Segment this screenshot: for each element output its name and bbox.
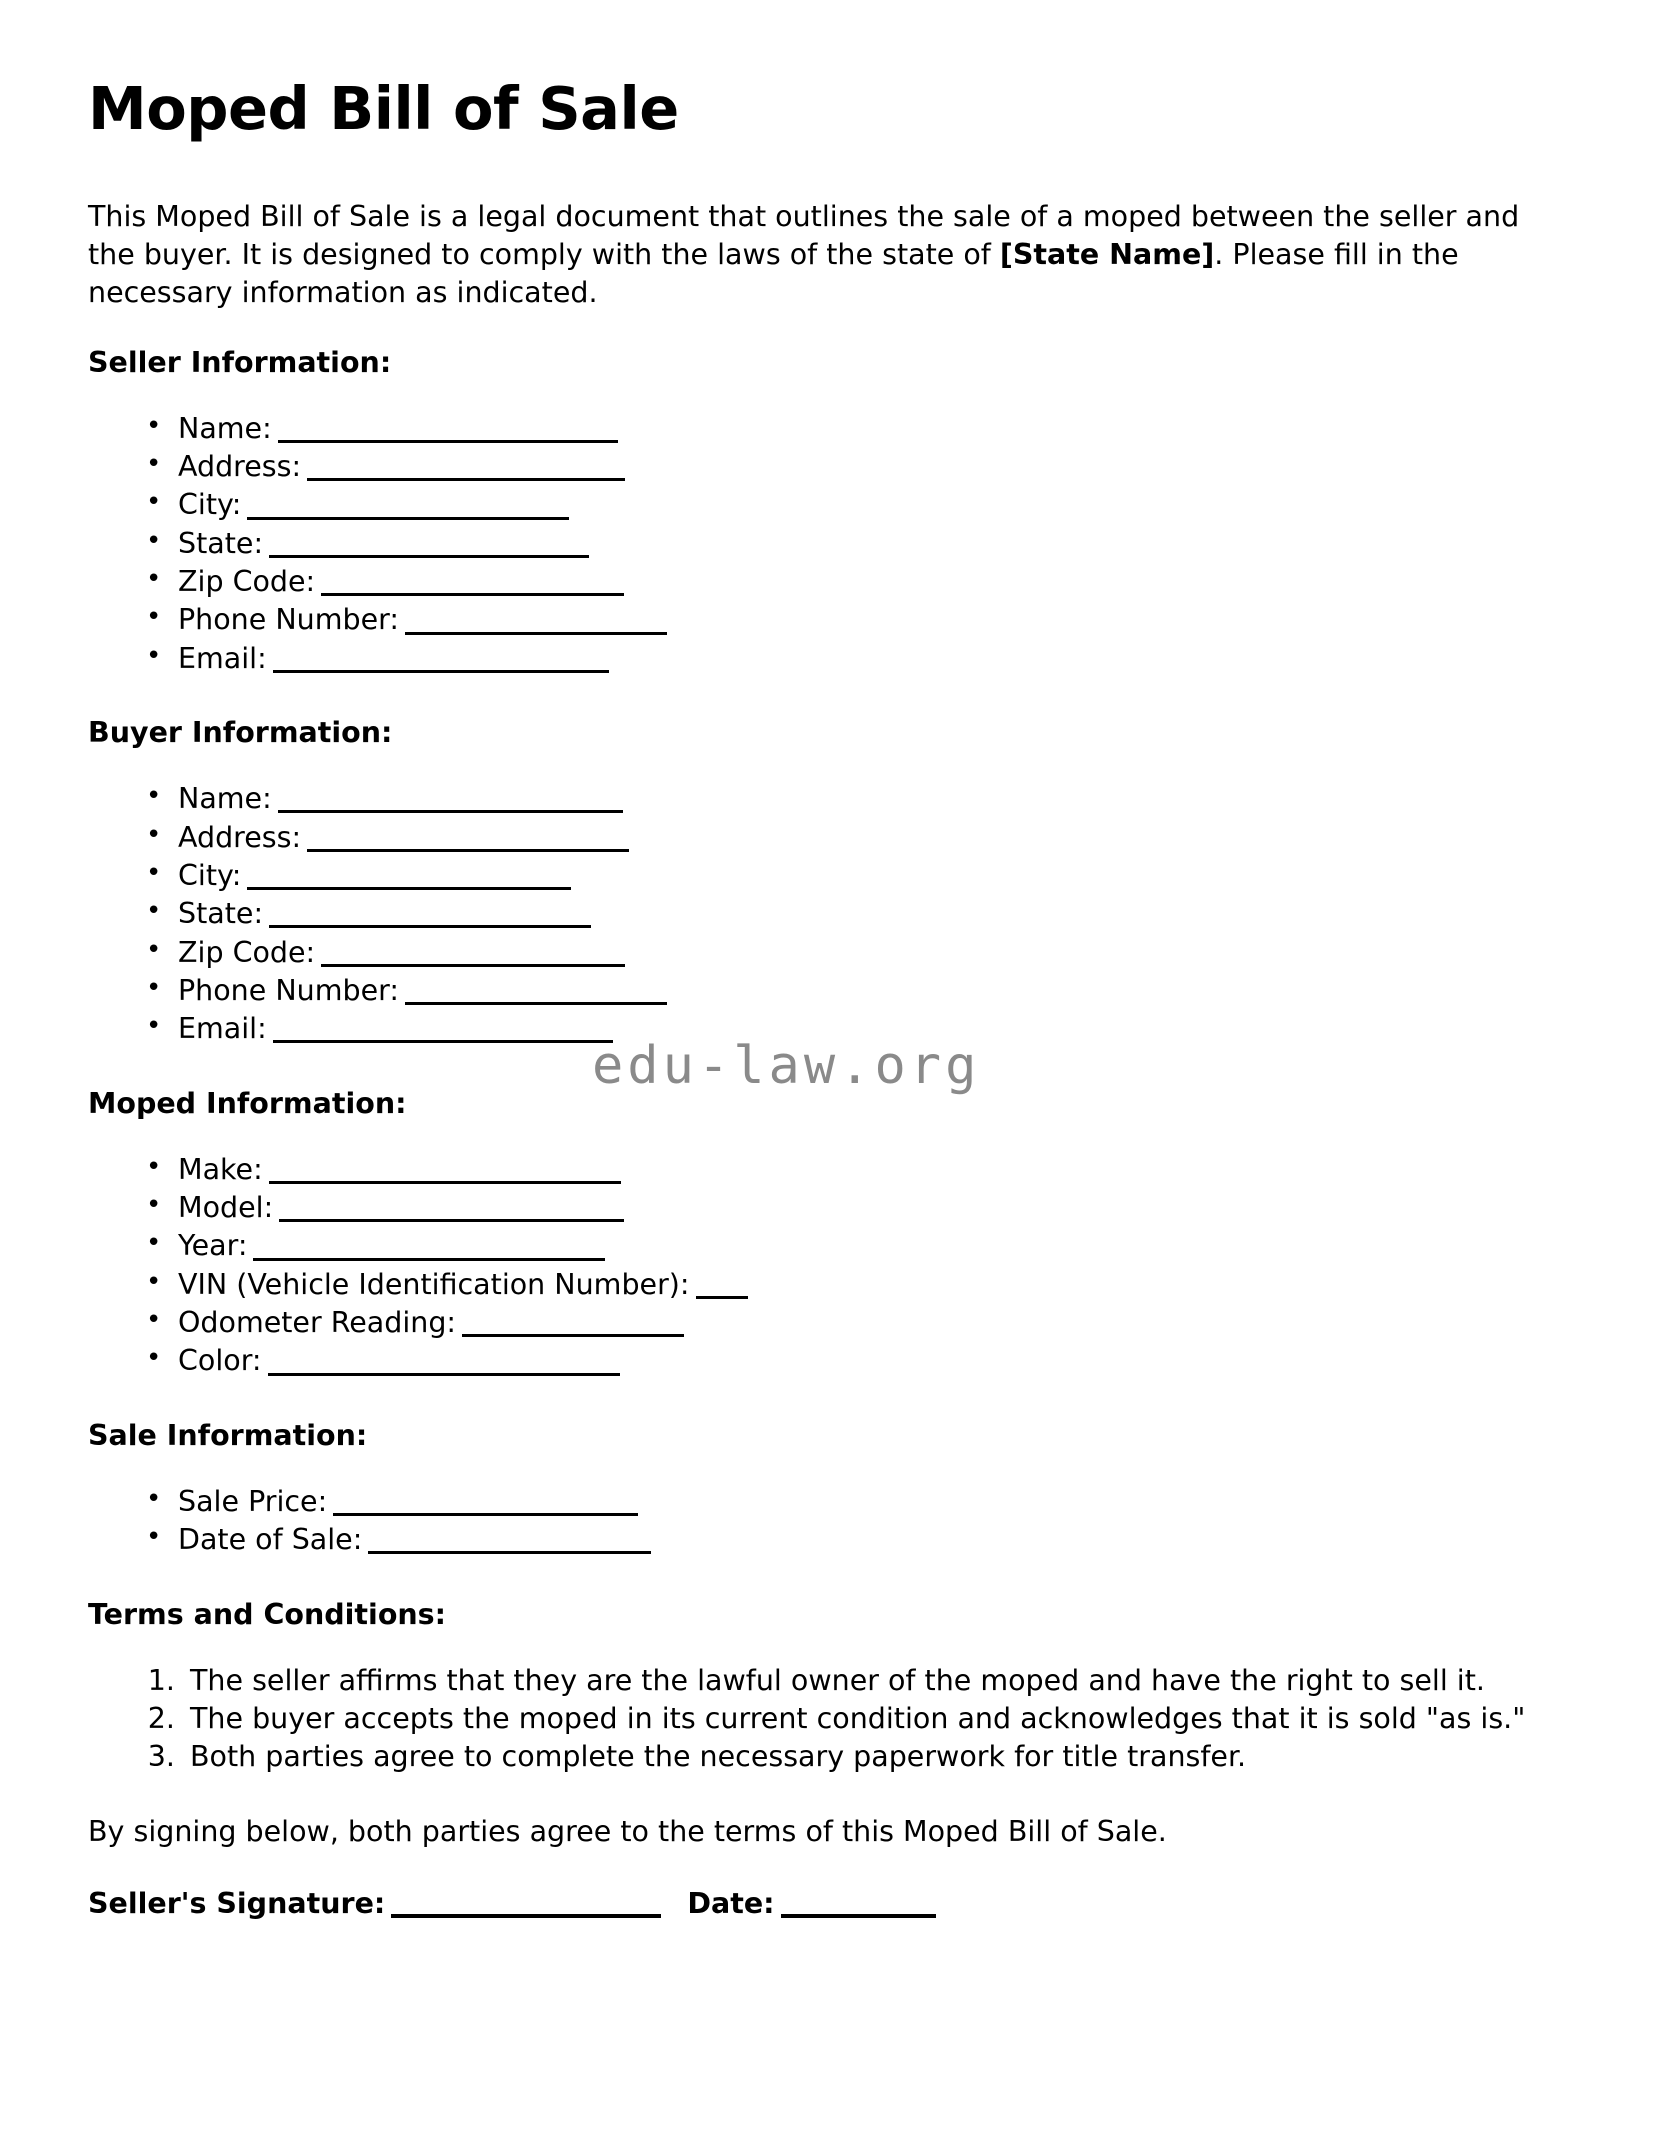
seller-signature-label: Seller's Signature:	[88, 1886, 386, 1920]
seller-field-label: Phone Number:	[178, 603, 399, 637]
signature-row	[88, 1885, 1576, 1922]
buyer-field-row	[146, 1010, 1576, 1048]
moped-field-blank[interactable]	[462, 1307, 684, 1337]
moped-field-blank[interactable]	[696, 1269, 748, 1299]
moped-field-blank[interactable]	[253, 1230, 605, 1260]
seller-field-row	[146, 601, 1576, 639]
buyer-field-label: City:	[178, 858, 242, 892]
buyer-field-blank[interactable]	[273, 1013, 613, 1043]
terms-list	[88, 1662, 1576, 1777]
buyer-field-blank[interactable]	[278, 783, 623, 813]
seller-field-row	[146, 525, 1576, 563]
seller-field-label: Email:	[178, 641, 267, 675]
moped-field-label: Odometer Reading:	[178, 1306, 457, 1340]
moped-field-label: Model:	[178, 1191, 274, 1225]
buyer-field-row	[146, 857, 1576, 895]
buyer-field-row	[146, 780, 1576, 818]
buyer-field-label: Address:	[178, 820, 302, 854]
buyer-field-row	[146, 895, 1576, 933]
buyer-information-heading: Buyer Information:	[88, 716, 393, 750]
seller-field-row	[146, 640, 1576, 678]
seller-field-blank[interactable]	[405, 605, 667, 635]
seller-field-label: City:	[178, 488, 242, 522]
seller-field-blank[interactable]	[278, 413, 618, 443]
terms-list-item: 1. The seller affirms that they are the lawful owner of the moped and have the right to sell it.	[184, 1662, 1570, 1700]
buyer-field-blank[interactable]	[405, 975, 667, 1005]
watermark-edu-law: edu-law.org	[592, 1036, 981, 1096]
terms-list-item: 3. Both parties agree to complete the necessary paperwork for title transfer.	[184, 1738, 1570, 1776]
moped-field-row	[146, 1304, 1576, 1342]
buyer-field-blank[interactable]	[247, 860, 571, 890]
document-body	[88, 74, 1576, 1922]
seller-field-row	[146, 563, 1576, 601]
sale-field-label: Date of Sale:	[178, 1523, 363, 1557]
seller-information-heading: Seller Information:	[88, 345, 392, 379]
buyer-field-label: Email:	[178, 1012, 267, 1046]
moped-field-label: Color:	[178, 1344, 262, 1378]
date-label: Date:	[687, 1886, 775, 1920]
seller-field-blank[interactable]	[307, 451, 625, 481]
seller-field-blank[interactable]	[247, 490, 569, 520]
closing-statement: By signing below, both parties agree to the terms of this Moped Bill of Sale.	[88, 1814, 1167, 1848]
buyer-field-row	[146, 934, 1576, 972]
moped-field-row	[146, 1227, 1576, 1265]
moped-field-row	[146, 1342, 1576, 1380]
sale-information-heading: Sale Information:	[88, 1418, 368, 1452]
seller-field-label: State:	[178, 526, 264, 560]
seller-field-blank[interactable]	[273, 643, 609, 673]
moped-field-blank[interactable]	[268, 1345, 620, 1375]
buyer-field-blank[interactable]	[307, 822, 629, 852]
seller-field-list	[88, 410, 1576, 678]
sale-field-list	[88, 1483, 1576, 1560]
sale-field-blank[interactable]	[333, 1486, 638, 1516]
terms-and-conditions-heading: Terms and Conditions:	[88, 1597, 447, 1631]
seller-signature-blank[interactable]	[391, 1887, 661, 1918]
buyer-field-label: Phone Number:	[178, 973, 399, 1007]
buyer-field-label: Name:	[178, 782, 272, 816]
terms-list-item: 2. The buyer accepts the moped in its current condition and acknowledges that it is sold "as is."	[184, 1700, 1570, 1738]
buyer-field-list	[88, 780, 1576, 1048]
sale-field-row	[146, 1521, 1576, 1559]
moped-field-label: Make:	[178, 1152, 263, 1186]
moped-field-row	[146, 1189, 1576, 1227]
seller-field-blank[interactable]	[269, 528, 589, 558]
moped-field-label: Year:	[178, 1229, 248, 1263]
date-blank[interactable]	[781, 1887, 936, 1918]
seller-field-row	[146, 448, 1576, 486]
moped-field-blank[interactable]	[279, 1192, 624, 1222]
buyer-field-row	[146, 819, 1576, 857]
state-name-placeholder: [State Name]	[999, 237, 1215, 271]
moped-field-row	[146, 1266, 1576, 1304]
sale-field-label: Sale Price:	[178, 1484, 328, 1518]
moped-field-list	[88, 1151, 1576, 1381]
seller-field-row	[146, 410, 1576, 448]
intro-paragraph	[88, 198, 1536, 312]
intro-text-after-state: . Please fill in the necessary information as indicated.	[88, 237, 1459, 309]
moped-field-label: VIN (Vehicle Identification Number):	[178, 1267, 690, 1301]
sale-field-blank[interactable]	[368, 1524, 651, 1554]
page-title: Moped Bill of Sale	[88, 74, 679, 143]
seller-field-row	[146, 486, 1576, 524]
seller-field-label: Name:	[178, 411, 272, 445]
buyer-field-row	[146, 972, 1576, 1010]
buyer-field-label: Zip Code:	[178, 935, 316, 969]
buyer-field-blank[interactable]	[321, 937, 625, 967]
seller-field-label: Address:	[178, 450, 302, 484]
buyer-field-label: State:	[178, 897, 264, 931]
moped-field-row	[146, 1151, 1576, 1189]
moped-information-heading: Moped Information:	[88, 1086, 407, 1120]
intro-text-before-state: This Moped Bill of Sale is a legal document that outlines the sale of a moped between the seller and the buyer. It is designed to comply with the laws of the state of	[88, 199, 1520, 271]
seller-field-label: Zip Code:	[178, 565, 316, 599]
buyer-field-blank[interactable]	[269, 898, 591, 928]
seller-field-blank[interactable]	[321, 566, 624, 596]
moped-field-blank[interactable]	[269, 1154, 621, 1184]
sale-field-row	[146, 1483, 1576, 1521]
